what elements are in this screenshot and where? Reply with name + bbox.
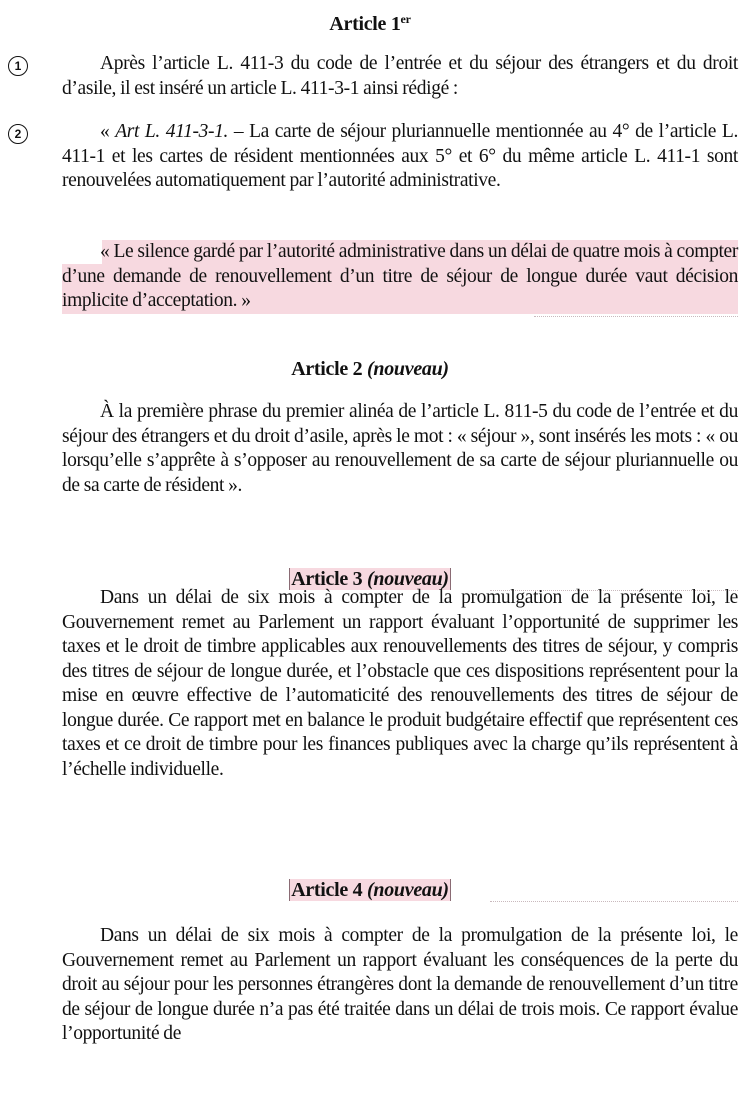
quote-open: « xyxy=(100,121,116,142)
change-marker-line xyxy=(490,901,738,902)
paragraph-number-badge: 2 xyxy=(8,124,28,144)
paragraph-text: À la première phrase du premier alinéa de l’article L. 811-5 du code de l’entrée et du séjour des étrangers et du droit d’asile, après le mot : « séjour », sont insérés les mots : « ou lorsqu’elle s’apprête à s’opposer au renouvellement de sa carte de séjour pluriannuelle ou de sa carte de résident ». xyxy=(62,401,738,496)
paragraph-text: – La carte de séjour pluriannuelle mentionnée au 4° de l’article L. 411-1 et les cartes de résident mentionnées aux 5° et 6° du même article L. 411-1 sont renouvelées automatiquement par l’autorité administrative. xyxy=(62,121,738,191)
article-1-paragraph-1 xyxy=(62,52,738,101)
article-1-title: Article 1 xyxy=(329,13,401,35)
article-1-heading xyxy=(0,6,740,37)
article-1-title-sup: er xyxy=(400,12,411,26)
article-3-paragraph-1 xyxy=(62,586,738,782)
article-2-paragraph-1 xyxy=(62,400,738,498)
article-3-nouveau: (nouveau) xyxy=(367,568,449,590)
article-2-heading xyxy=(0,356,740,382)
article-4-heading xyxy=(0,877,740,903)
article-2-nouveau: (nouveau) xyxy=(367,358,449,380)
paragraph-text: Après l’article L. 411-3 du code de l’entrée et du séjour des étrangers et du droit d’asile, il est inséré un article L. 411-3-1 ainsi rédigé : xyxy=(62,53,738,99)
article-4-nouveau: (nouveau) xyxy=(367,879,449,901)
paragraph-text: Dans un délai de six mois à compter de la promulgation de la présente loi, le Gouvernement remet au Parlement un rapport évaluant l’opportunité de supprimer les taxes et le droit de timbre applicables aux renouvellements des titres de séjour, y compris des titres de séjour de longue durée, et l’obstacle que ces dispositions représentent pour la mise en œuvre effective de l’automaticité des renouvellements des titres de séjour de longue durée. Ce rapport met en balance le produit budgétaire effectif que représentent ces taxes et ce droit de timbre pour les finances publiques avec la charge qu’ils représentent à l’échelle individuelle. xyxy=(62,587,738,780)
article-4-paragraph-1 xyxy=(62,924,738,1047)
paragraph-text: Dans un délai de six mois à compter de la promulgation de la présente loi, le Gouvernement remet au Parlement un rapport évaluant les conséquences de la perte du droit au séjour pour les personnes étrangères dont la demande de renouvellement d’un titre de séjour de longue durée n’a pas été traitée dans un délai de trois mois. Ce rapport évalue l’opportunité de xyxy=(62,925,738,1044)
article-2-title: Article 2 xyxy=(291,358,363,380)
article-3-title: Article 3 xyxy=(291,568,363,590)
inserted-text: « Le silence gardé par l’autorité administrative dans un délai de quatre mois à compter d’une demande de renouvellement d’un titre de séjour de longue durée vaut décision implicite d’acceptation. » xyxy=(62,241,738,311)
paragraph-number-badge: 1 xyxy=(8,56,28,76)
change-marker-line xyxy=(534,316,738,317)
article-4-title: Article 4 xyxy=(291,879,363,901)
article-1-paragraph-3-inserted xyxy=(62,240,738,314)
article-1-paragraph-2 xyxy=(62,120,738,194)
article-reference: Art L. 411-3-1. xyxy=(115,121,229,142)
